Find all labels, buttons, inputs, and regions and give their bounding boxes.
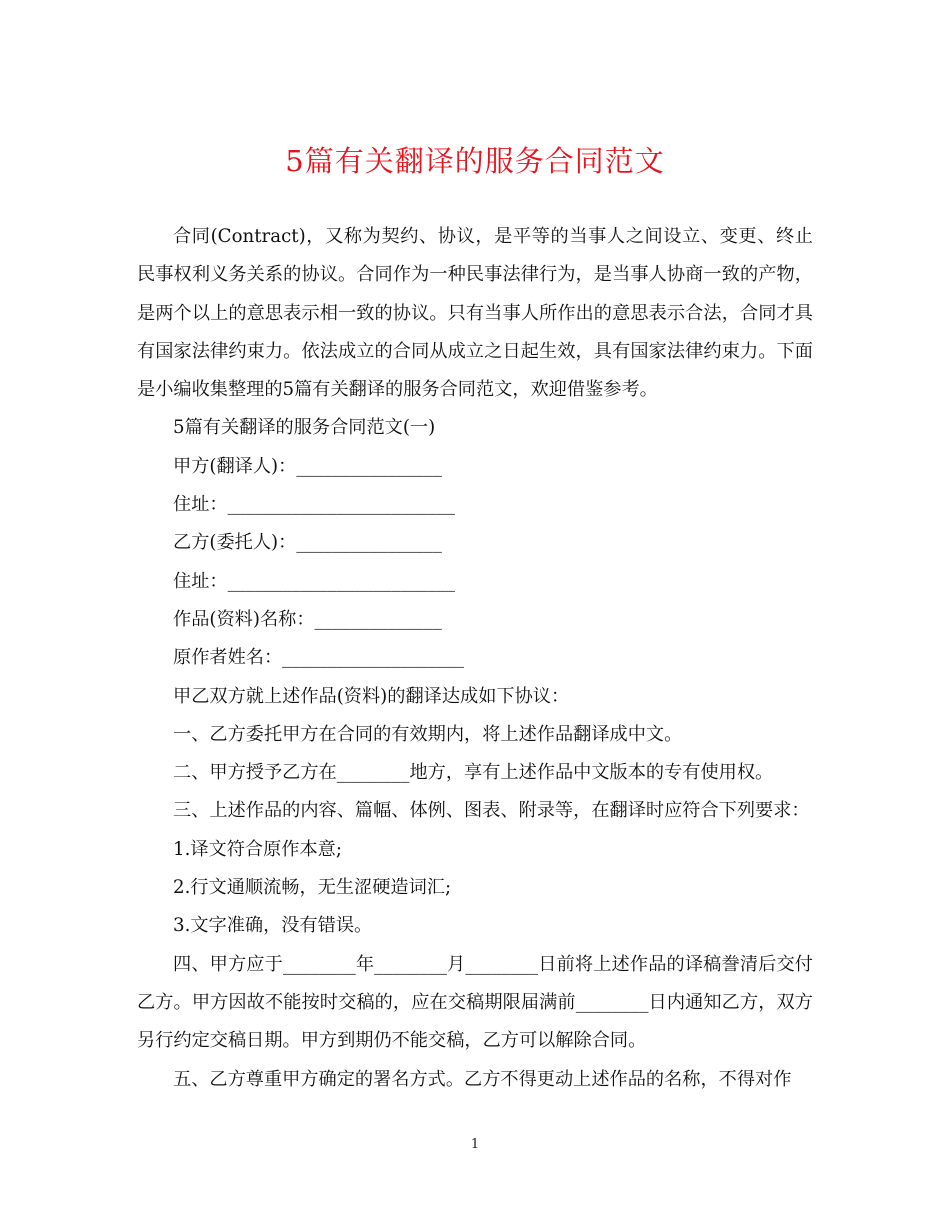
clause-4: 四、甲方应于________年________月________日前将上述作品的译稿誊清后交付乙方。甲方因故不能按时交稿的，应在交稿期限届满前________日内通知乙方，双方另行约定交稿日期。甲方到期仍不能交稿，乙方可以解除合同。	[137, 953, 813, 1052]
section-heading: 5篇有关翻译的服务合同范文(一)	[173, 417, 436, 439]
requirement-2: 2.行文通顺流畅，无生涩硬造词汇;	[173, 877, 452, 899]
party-b-field: 乙方(委托人)：________________	[173, 532, 442, 554]
document-body	[137, 218, 813, 1099]
original-author-field: 原作者姓名：____________________	[173, 647, 465, 669]
party-a-address-field: 住址：_________________________	[173, 494, 455, 516]
party-b-address-field: 住址：_________________________	[173, 570, 455, 592]
clause-3: 三、上述作品的内容、篇幅、体例、图表、附录等，在翻译时应符合下列要求：	[173, 800, 810, 822]
intro-paragraph: 合同(Contract)，又称为契约、协议，是平等的当事人之间设立、变更、终止民事权利义务关系的协议。合同作为一种民事法律行为，是当事人协商一致的产物，是两个以上的意思表示相一致的协议。只有当事人所作出的意思表示合法，合同才具有国家法律约束力。依法成立的合同从成立之日起生效，具有国家法律约束力。下面是小编收集整理的5篇有关翻译的服务合同范文，欢迎借鉴参考。	[137, 226, 813, 401]
clause-2: 二、甲方授予乙方在________地方，享有上述作品中文版本的专有使用权。	[173, 762, 774, 784]
party-a-field: 甲方(翻译人)：________________	[173, 455, 442, 477]
document-title: 5篇有关翻译的服务合同范文	[285, 144, 665, 178]
agreement-intro: 甲乙双方就上述作品(资料)的翻译达成如下协议：	[173, 685, 570, 707]
clause-1: 一、乙方委托甲方在合同的有效期内，将上述作品翻译成中文。	[173, 723, 683, 745]
requirement-1: 1.译文符合原作本意;	[173, 838, 342, 860]
work-name-field: 作品(资料)名称：______________	[173, 608, 442, 630]
requirement-3: 3.文字准确，没有错误。	[173, 915, 373, 937]
page-number: 1	[470, 1137, 480, 1152]
clause-5: 五、乙方尊重甲方确定的署名方式。乙方不得更动上述作品的名称，不得对作	[173, 1068, 792, 1090]
